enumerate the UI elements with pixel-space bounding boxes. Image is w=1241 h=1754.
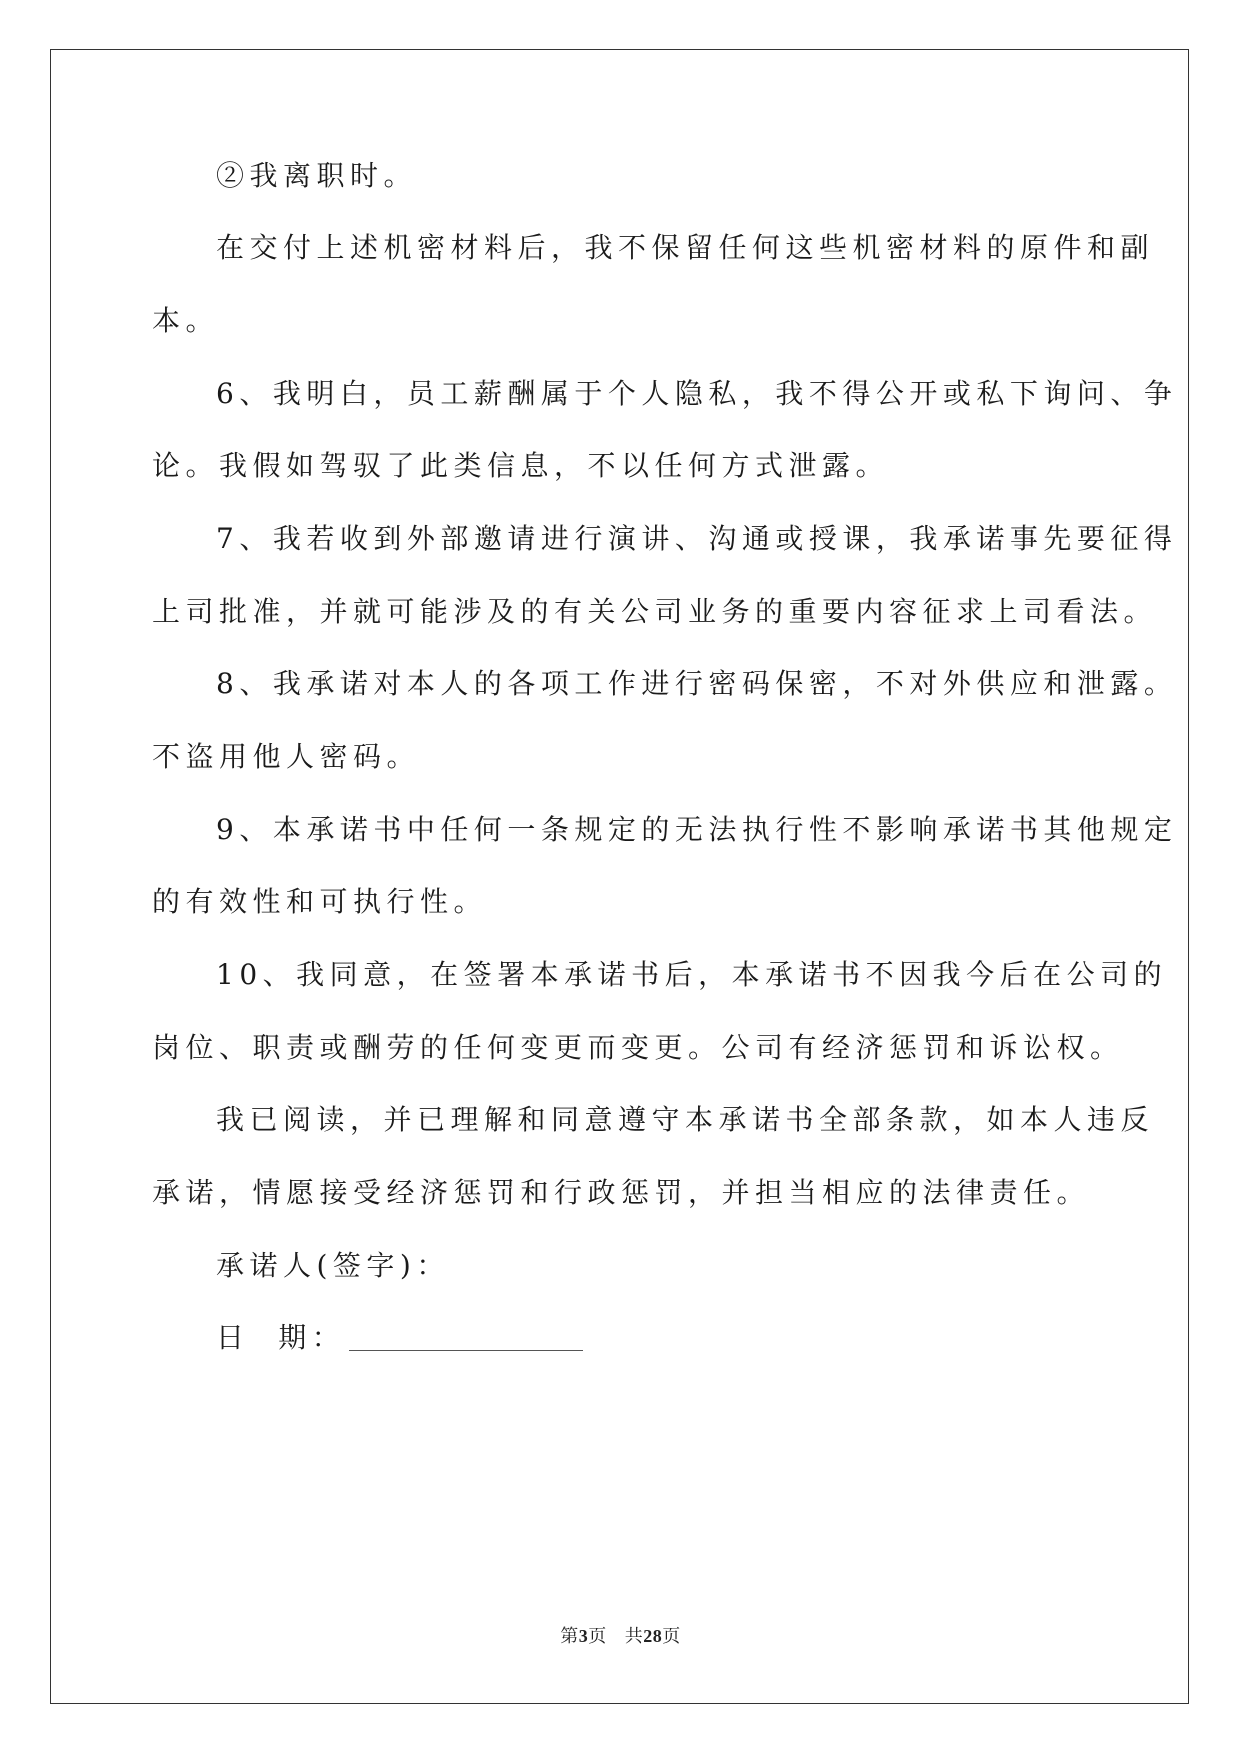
signature-label: 承诺人(签字)： [216, 1249, 450, 1282]
paragraph-line: 6、我明白，员工薪酬属于个人隐私，我不得公开或私下询问、争 [216, 377, 1178, 410]
page-prefix: 第 [560, 1626, 579, 1647]
paragraph-line: 承诺，情愿接受经济惩罚和行政惩罚，并担当相应的法律责任。 [152, 1176, 1091, 1209]
paragraph-line: 不盗用他人密码。 [152, 740, 421, 773]
paragraph-line: 在交付上述机密材料后，我不保留任何这些机密材料的原件和副 [216, 231, 1155, 264]
paragraph-line: 岗位、职责或酬劳的任何变更而变更。公司有经济惩罚和诉讼权。 [152, 1031, 1124, 1064]
date-blank-line [349, 1349, 583, 1351]
total-prefix: 共 [624, 1626, 644, 1647]
paragraph-line: 10、我同意，在签署本承诺书后，本承诺书不因我今后在公司的 [216, 958, 1168, 991]
paragraph-line: 论。我假如驾驭了此类信息，不以任何方式泄露。 [152, 449, 890, 482]
date-row [216, 1320, 583, 1356]
paragraph-line: 8、我承诺对本人的各项工作进行密码保密，不对外供应和泄露。 [216, 667, 1178, 700]
paragraph-line: 9、本承诺书中任何一条规定的无法执行性不影响承诺书其他规定 [216, 813, 1178, 846]
paragraph-line: 上司批准，并就可能涉及的有关公司业务的重要内容征求上司看法。 [152, 595, 1158, 628]
date-label: 日 期： [216, 1321, 346, 1354]
paragraph-line: 7、我若收到外部邀请进行演讲、沟通或授课，我承诺事先要征得 [216, 522, 1178, 555]
page-border [50, 49, 1189, 1704]
paragraph-line: 的有效性和可执行性。 [152, 885, 488, 918]
page-total: 28 [643, 1626, 663, 1646]
page-footer [0, 1624, 1241, 1649]
paragraph-line: 本。 [152, 304, 220, 337]
paragraph-line: ②我离职时。 [216, 159, 418, 192]
page-current: 3 [578, 1626, 589, 1646]
paragraph-line: 我已阅读，并已理解和同意遵守本承诺书全部条款，如本人违反 [216, 1103, 1155, 1136]
page-suffix: 页 [588, 1626, 607, 1647]
total-suffix: 页 [662, 1626, 681, 1647]
